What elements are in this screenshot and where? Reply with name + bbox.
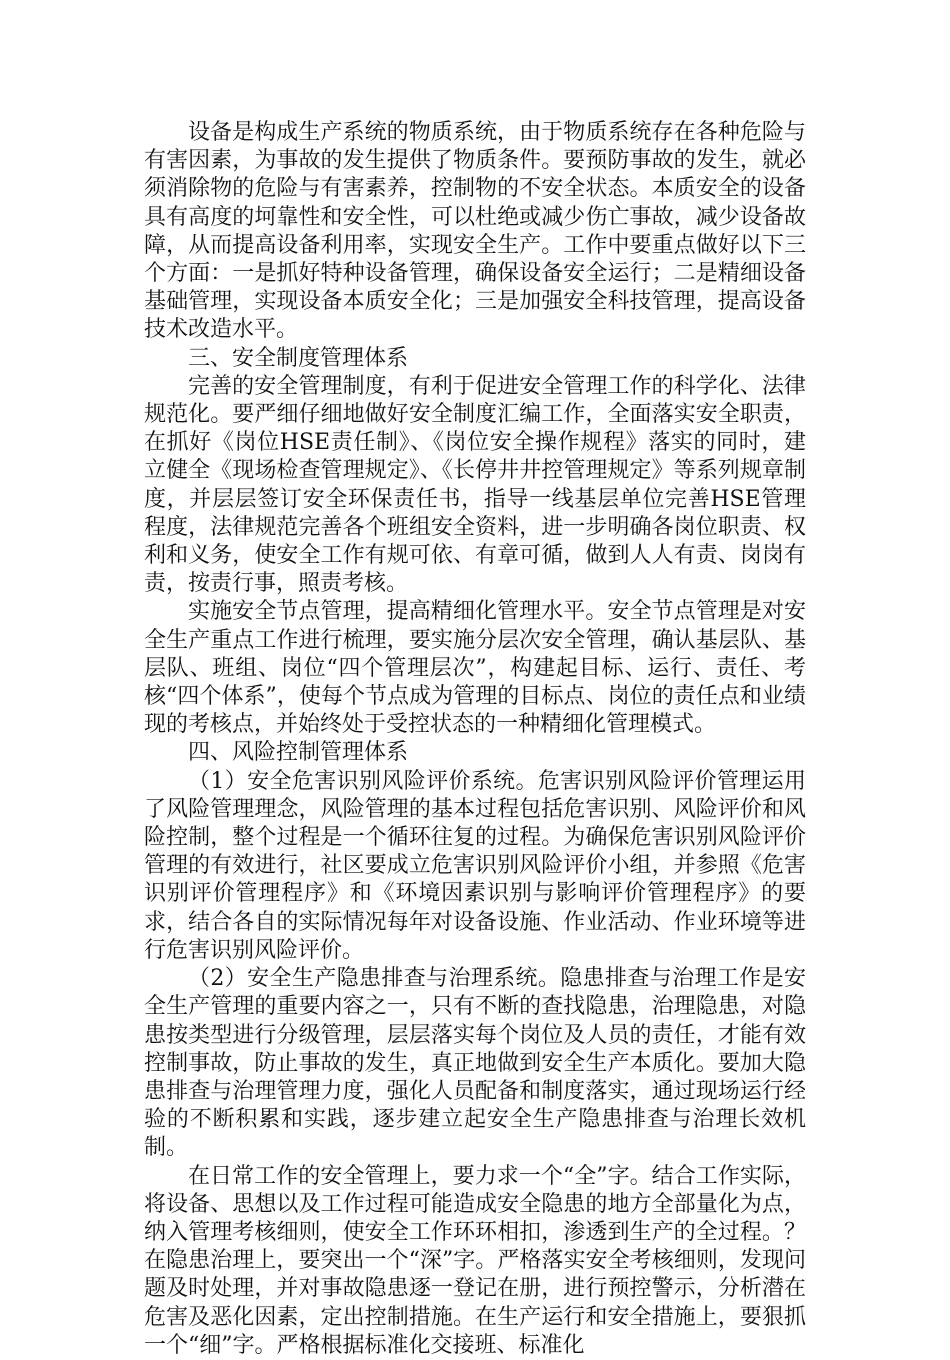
paragraph-equipment-safety: 设备是构成生产系统的物质系统，由于物质系统存在各种危险与有害因素，为事故的发生提供了物质条件。要预防事故的发生，就必须消除物的危险与有害素养，控制物的不安全状态。本质安全的设备具有高度的坷靠性和安全性，可以杜绝或减少伤亡事故，减少设备故障，从而提高设备利用率，实现安全生产。工作中要重点做好以下三个方面：一是抓好特种设备管理，确保设备安全运行；二是精细设备基础管理，实现设备本质安全化；三是加强安全科技管理，提高设备技术改造水平。 [144, 120, 806, 343]
paragraph-node-management: 实施安全节点管理，提高精细化管理水平。安全节点管理是对安全生产重点工作进行梳理，要实施分层次安全管理，确认基层队、基层队、班组、岗位“四个管理层次”，构建起目标、运行、责任、考核“四个体系”，使每个节点成为管理的目标点、岗位的责任点和业绩现的考核点，并始终处于受控状态的一种精细化管理模式。 [144, 599, 806, 738]
document-body [144, 119, 806, 1360]
section-heading-risk-control: 四、风险控制管理体系 [188, 740, 409, 766]
section-heading-safety-system: 三、安全制度管理体系 [188, 345, 409, 371]
paragraph-hazard-identification: （1）安全危害识别风险评价系统。危害识别风险评价管理运用了风险管理理念，风险管理的基本过程包括危害识别、风险评价和风险控制，整个过程是一个循环往复的过程。为确保危害识别风险评价管理的有效进行，社区要成立危害识别风险评价小组，并参照《危害识别评价管理程序》和《环境因素识别与影响评价管理程序》的要求，结合各自的实际情况每年对设备设施、作业活动、作业环境等进行危害识别风险评价。 [144, 768, 806, 963]
paragraph-hazard-investigation: （2）安全生产隐患排查与治理系统。隐患排查与治理工作是安全生产管理的重要内容之一，只有不断的查找隐患，治理隐患，对隐患按类型进行分级管理，层层落实每个岗位及人员的责任，才能有效控制事故，防止事故的发生，真正地做到安全生产本质化。要加大隐患排查与治理管理力度，强化人员配备和制度落实，通过现场运行经验的不断积累和实践，逐步建立起安全生产隐患排查与治理长效机制。 [144, 966, 806, 1161]
paragraph-safety-regulations: 完善的安全管理制度，有利于促进安全管理工作的科学化、法律规范化。要严细仔细地做好安全制度汇编工作，全面落实安全职责，在抓好《岗位HSE责任制》、《岗位安全操作规程》落实的同时，建立健全《现场检查管理规定》、《长停井井控管理规定》等系列规章制度，并层层签订安全环保责任书，指导一线基层单位完善HSE管理程度，法律规范完善各个班组安全资料，进一步明确各岗位职责、权利和义务，使安全工作有规可依、有章可循，做到人人有责、岗岗有责，按责行事，照责考核。 [144, 373, 806, 597]
paragraph-daily-management: 在日常工作的安全管理上，要力求一个“全”字。结合工作实际，将设备、思想以及工作过程可能造成安全隐患的地方全部量化为点，纳入管理考核细则，使安全工作环环相扣，渗透到生产的全过程。？在隐患治理上，要突出一个“深”字。严格落实安全考核细则，发现问题及时处理，并对事故隐患逐一登记在册，进行预控警示，分析潜在危害及恶化因素，定出控制措施。在生产运行和安全措施上，要狠抓一个“细”字。严格根据标准化交接班、标准化 [144, 1163, 806, 1358]
